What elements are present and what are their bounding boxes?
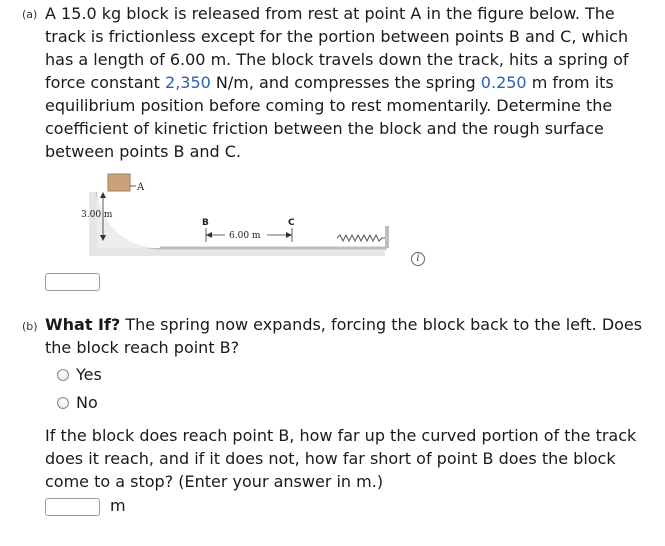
length-label: 6.00 m [229,231,261,241]
part-a-text-3: m from its equilibrium position before coming to rest momentarily. Determine the coefficient of kinetic friction between the block and the rough surface between points B and C. [45,73,614,161]
part-b-followup: If the block does reach point B, how far up the curved portion of the track does it reach, and if it does not, how far short of point B does the block come to a stop? (Enter your answer in m.) [45,426,637,491]
part-b-question [45,313,645,359]
length-arrow-right-head [286,232,292,238]
part-b-answer-input[interactable] [45,498,100,516]
spring-constant-value: 2,350 [165,73,211,92]
spring-wall [385,226,389,248]
option-no-label: No [76,393,98,412]
radio-yes[interactable] [57,369,69,381]
label-a: A [137,182,145,193]
what-if-label: What If? [45,315,121,334]
info-icon[interactable]: i [411,252,425,266]
compression-value: 0.250 [480,73,527,92]
option-yes[interactable] [57,365,102,384]
label-b: B [202,218,209,228]
part-a-text-2: N/m, and compresses the spring [210,73,481,92]
part-b-unit: m [110,496,126,515]
label-c: C [288,218,295,228]
height-label: 3.00 m [81,210,113,220]
part-a-text-1: A 15.0 kg block is released from rest at point A in the figure below. The track is frictionless except for the portion between points B and C, which has a length of 6.00 m. The block travels down the track, hits a spring of force constant [45,4,629,92]
part-a-tag: (a) [22,8,38,21]
length-arrow-left-head [206,232,212,238]
option-no[interactable] [57,393,98,412]
part-a-answer-input[interactable] [45,273,100,291]
part-b-question-text: The spring now expands, forcing the block back to the left. Does the block reach point B? [45,315,643,357]
track-figure [75,168,405,268]
radio-no[interactable] [57,397,69,409]
spring [337,235,385,241]
option-yes-label: Yes [76,365,102,384]
block [108,174,130,191]
part-a-question [45,2,645,163]
part-b-tag: (b) [22,320,38,333]
